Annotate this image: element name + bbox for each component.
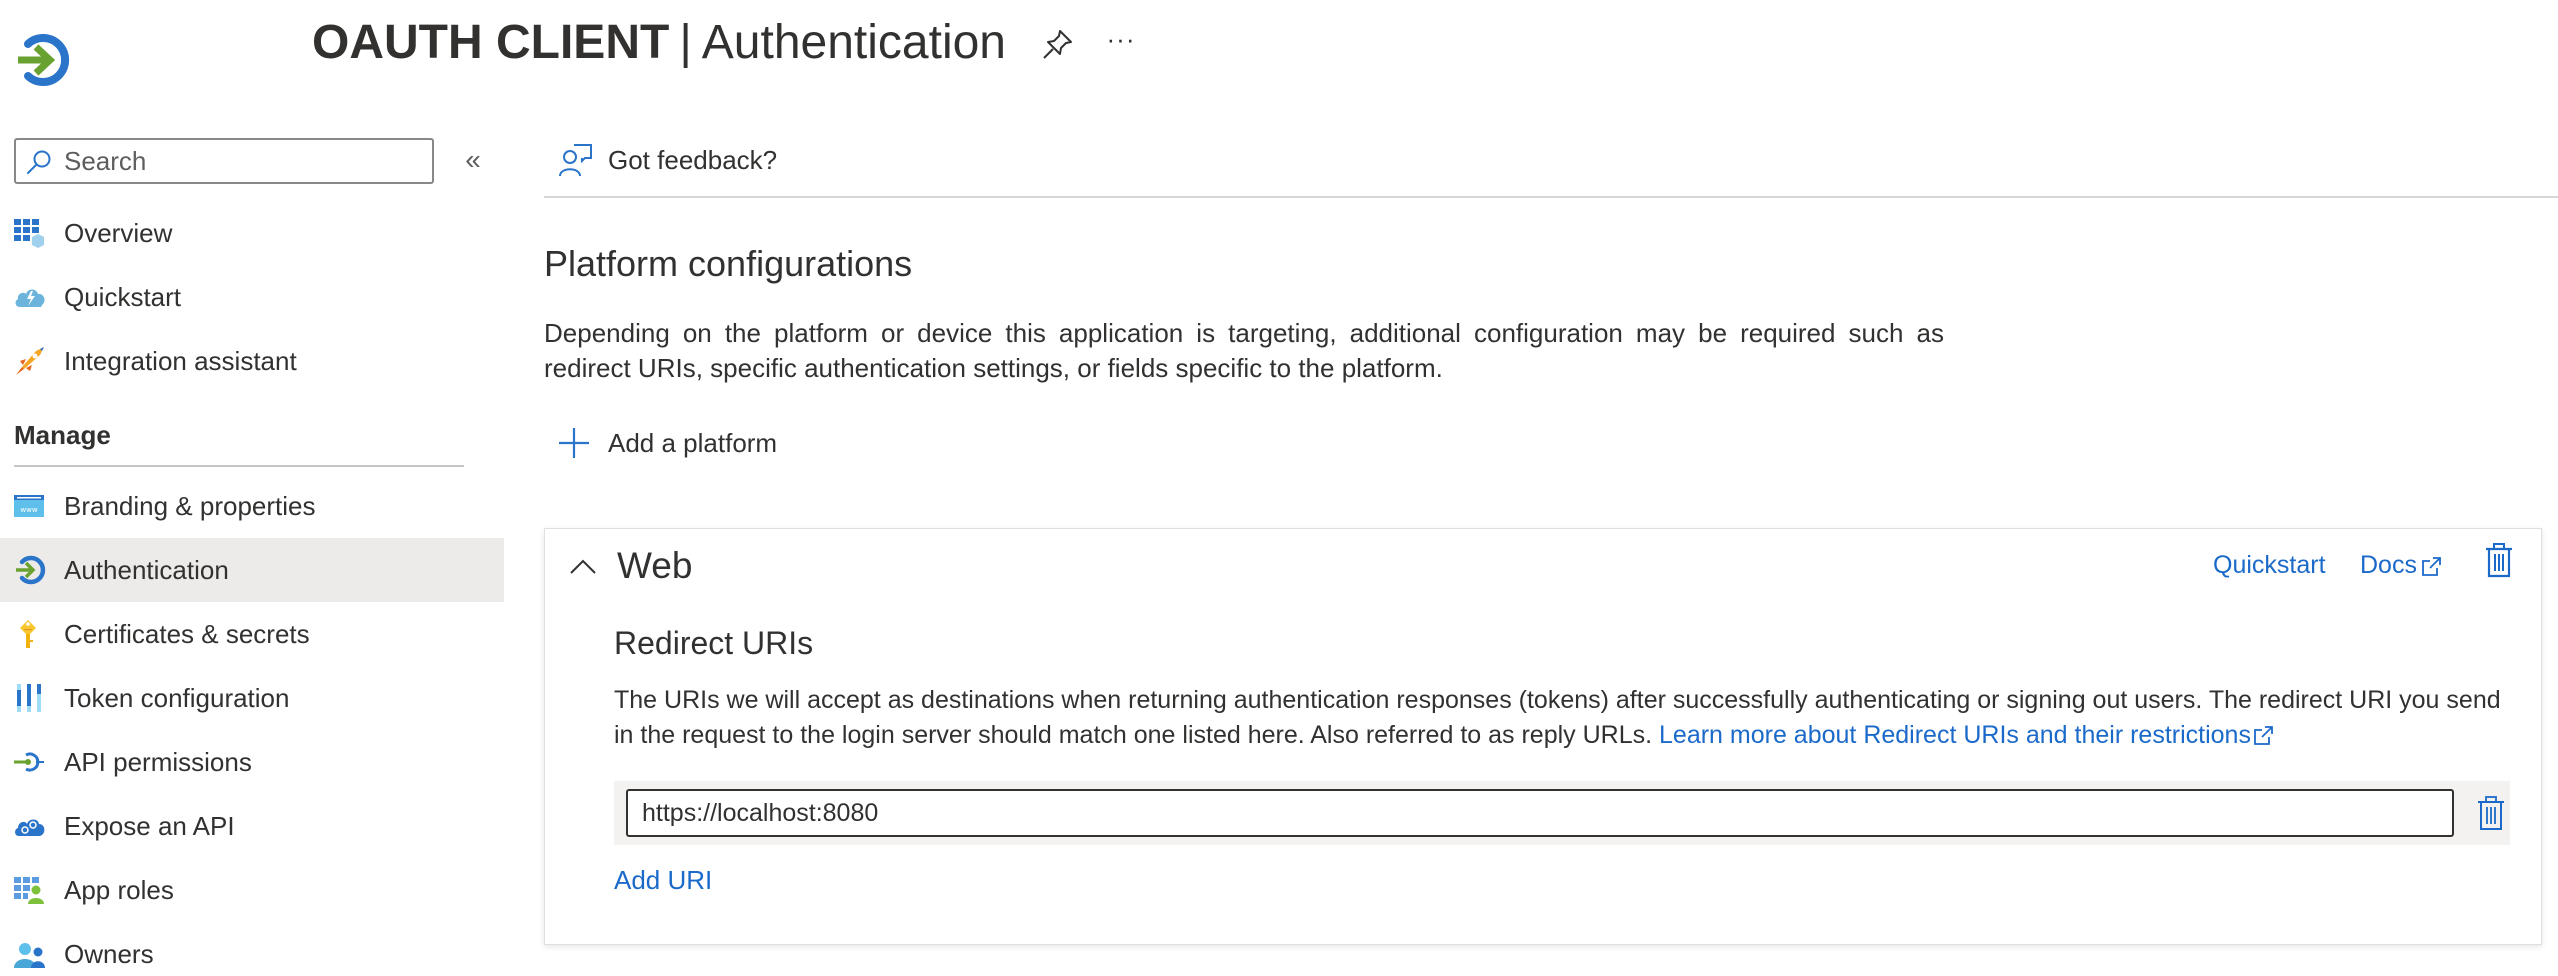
pin-icon: [1040, 26, 1076, 62]
add-platform-label: Add a platform: [608, 427, 778, 458]
sidebar-item-label: Quickstart: [64, 281, 182, 312]
add-platform-button[interactable]: [558, 424, 777, 462]
sidebar-item-label: App roles: [64, 874, 174, 905]
sidebar-item-label: Token configuration: [64, 682, 290, 713]
svg-text:www: www: [20, 506, 38, 514]
app-roles-icon: [14, 874, 46, 906]
api-permissions-icon: [14, 746, 46, 778]
sidebar-item-label: Branding & properties: [64, 490, 316, 521]
external-link-icon: [2253, 724, 2275, 746]
sidebar-item-label: Overview: [64, 217, 173, 248]
blade-name: Authentication: [701, 16, 1006, 69]
authentication-icon: [14, 554, 46, 586]
feedback-button[interactable]: [558, 140, 777, 180]
section-divider: [14, 465, 464, 467]
docs-link[interactable]: [2360, 551, 2443, 580]
sidebar-item-quickstart[interactable]: [0, 265, 504, 329]
rocket-icon: [14, 345, 46, 377]
platform-configurations-description: Depending on the platform or device this application is targeting, additional configuration may be required such as redirect URIs, specific authentication settings, or fields specific to the platform.: [544, 318, 1944, 383]
platform-configurations-title: Platform configurations: [544, 243, 913, 284]
redirect-uris-title: Redirect URIs: [614, 625, 814, 661]
redirect-uris-description: [614, 683, 2514, 753]
learn-more-label: Learn more about Redirect URIs and their restrictions: [1659, 721, 2251, 749]
delete-uri-trash-icon[interactable]: [2477, 795, 2505, 831]
learn-more-link[interactable]: [1659, 721, 2275, 749]
toolbar-divider: [544, 196, 2558, 198]
sidebar-item-token-configuration[interactable]: [0, 666, 504, 730]
sidebar-item-certificates-secrets[interactable]: [0, 602, 504, 666]
external-link-icon: [2421, 555, 2443, 577]
plus-icon: [558, 427, 590, 459]
sidebar-item-owners[interactable]: [0, 922, 504, 976]
chevron-up-icon[interactable]: [567, 553, 599, 581]
token-bars-icon: [14, 682, 46, 714]
ellipsis-icon: ···: [1106, 24, 1136, 54]
collapse-sidebar-button[interactable]: [458, 144, 488, 178]
docs-label: Docs: [2360, 551, 2417, 579]
sidebar-item-integration-assistant[interactable]: [0, 329, 504, 393]
sidebar-item-overview[interactable]: [0, 201, 504, 265]
page-title: [312, 12, 1006, 74]
sidebar-search[interactable]: [14, 138, 434, 184]
resource-name: OAUTH CLIENT: [312, 16, 670, 69]
sidebar-item-authentication[interactable]: [0, 538, 504, 602]
quickstart-link[interactable]: Quickstart: [2213, 551, 2326, 579]
redirect-uri-input[interactable]: [626, 789, 2454, 837]
www-window-icon: [14, 490, 46, 522]
sidebar-item-label: Expose an API: [64, 810, 235, 841]
add-uri-link[interactable]: Add URI: [614, 865, 713, 895]
delete-platform-trash-icon[interactable]: [2484, 541, 2514, 579]
search-icon: [26, 149, 52, 175]
sidebar-item-label: Authentication: [64, 554, 229, 585]
cloud-gear-icon: [14, 810, 46, 842]
redirect-uri-row: [614, 781, 2510, 845]
title-separator: |: [679, 16, 692, 69]
double-chevron-left-icon: «: [465, 144, 481, 175]
feedback-icon: [558, 143, 592, 177]
redirect-description-text: The URIs we will accept as destinations when returning authentication responses (tokens) after successfully authenticating or signing out users. The redirect URI you send in the request to the login server should match one listed here. Also referred to as reply URLs.: [614, 686, 2501, 749]
sidebar-item-branding[interactable]: [0, 474, 504, 538]
sidebar-item-label: API permissions: [64, 746, 252, 777]
key-icon: [14, 618, 46, 650]
feedback-label: Got feedback?: [608, 144, 778, 175]
manage-section-label: Manage: [14, 420, 111, 450]
sidebar-item-expose-an-api[interactable]: [0, 794, 504, 858]
overview-grid-icon: [14, 217, 46, 249]
app-logo-authentication-icon: [14, 30, 72, 90]
sidebar-item-label: Integration assistant: [64, 345, 297, 376]
sidebar-item-label: Certificates & secrets: [64, 618, 310, 649]
search-input[interactable]: [64, 140, 424, 182]
sidebar: [0, 120, 504, 976]
sidebar-item-app-roles[interactable]: [0, 858, 504, 922]
sidebar-item-label: Owners: [64, 938, 154, 969]
pin-button[interactable]: [1040, 26, 1076, 62]
more-options-button[interactable]: [1104, 24, 1138, 60]
sidebar-item-api-permissions[interactable]: [0, 730, 504, 794]
quickstart-cloud-icon: [14, 281, 46, 313]
platform-title: Web: [617, 545, 693, 586]
web-platform-card: [544, 528, 2542, 945]
owners-icon: [14, 938, 46, 970]
